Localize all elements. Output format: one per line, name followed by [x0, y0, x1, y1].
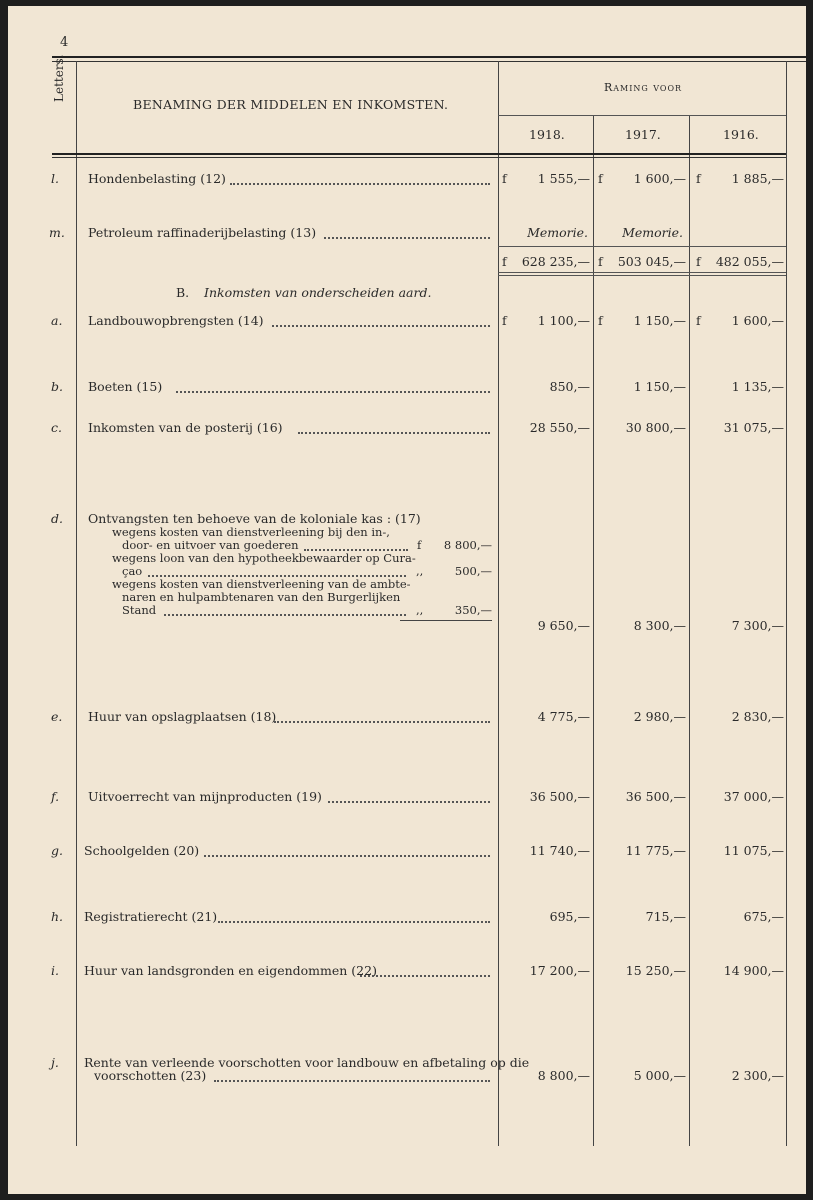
sub-line: wegens kosten van dienstverleening bij den in-, [112, 525, 390, 539]
subtotal-rule [498, 246, 786, 247]
value-1918: 1 100,— [537, 313, 590, 328]
leader-dots [164, 612, 406, 616]
sub-line: naren en hulpambtenaren van den Burgerlijken [122, 590, 401, 604]
row-letter: f. [51, 789, 60, 804]
sub-marker: ,, [416, 564, 424, 578]
value-1916: 37 000,— [723, 789, 784, 804]
letters-column-divider [76, 61, 77, 157]
total-1918: 628 235,— [521, 254, 590, 269]
value-1917: 2 980,— [633, 709, 686, 724]
sub-marker: f [417, 538, 422, 552]
row-label: Inkomsten van de posterij (16) [88, 420, 283, 435]
page-number: 4 [60, 35, 69, 50]
table-title: BENAMING DER MIDDELEN EN INKOMSTEN. [133, 97, 449, 112]
row-label: Schoolgelden (20) [84, 843, 200, 858]
value-1918: 850,— [549, 379, 590, 394]
leader-dots [298, 430, 490, 434]
row-label: Landbouwopbrengsten (14) [88, 313, 264, 328]
value-1918: 8 800,— [537, 1068, 590, 1083]
value-1916: 2 830,— [731, 709, 784, 724]
col-divider-1916 [689, 116, 690, 1146]
sub-marker: ,, [416, 603, 424, 617]
year-1917: 1917. [625, 127, 661, 142]
subtotal-rule-bottom2 [498, 275, 786, 276]
value-1916: 7 300,— [731, 618, 784, 633]
leader-dots [176, 389, 490, 393]
row-letter: h. [51, 909, 64, 924]
leader-dots [360, 973, 490, 977]
leader-dots [324, 235, 490, 239]
raming-rule [498, 115, 786, 116]
row-label: Huur van opslagplaatsen (18) [88, 709, 277, 724]
header-rule-thin [52, 157, 786, 158]
sub-line: wegens kosten van dienstverleening van de ambte- [112, 577, 411, 591]
row-letter: j. [51, 1055, 59, 1070]
letters-header: Letters. [52, 54, 66, 102]
value-1917: 8 300,— [633, 618, 686, 633]
col-divider-1917 [593, 116, 594, 1146]
value-1917: 36 500,— [625, 789, 686, 804]
value-1916: 11 075,— [723, 843, 784, 858]
leader-dots [328, 799, 490, 803]
value-1917: 715,— [645, 909, 686, 924]
section-title: Inkomsten van onderscheiden aard. [204, 285, 432, 300]
sub-amount: 500,— [454, 564, 492, 578]
row-label: Huur van landsgronden en eigendommen (22) [84, 963, 377, 978]
value-1917: Memorie. [622, 225, 683, 240]
top-rule [52, 56, 806, 58]
col-divider-1918 [498, 61, 499, 1146]
value-1918: 28 550,— [529, 420, 590, 435]
row-label: Boeten (15) [88, 379, 163, 394]
total-1917: 503 045,— [617, 254, 686, 269]
value-1916: 2 300,— [731, 1068, 784, 1083]
value-1917: 30 800,— [625, 420, 686, 435]
value-1917: 11 775,— [625, 843, 686, 858]
currency-mark: f [598, 254, 603, 269]
value-1917: 1 600,— [633, 171, 686, 186]
currency-mark: f [696, 254, 701, 269]
row-letter: b. [51, 379, 63, 394]
sub-amount: 8 800,— [443, 538, 492, 552]
row-label: Rente van verleende voorschotten voor landbouw en afbetaling op die [84, 1055, 530, 1070]
sub-line: wegens loon van den hypotheekbewaarder op Cura- [112, 551, 416, 565]
leader-dots [274, 719, 490, 723]
value-1916: 1 885,— [731, 171, 784, 186]
sub-amount: 350,— [454, 603, 492, 617]
sub-sum-rule [400, 620, 492, 621]
currency-mark: f [502, 171, 507, 186]
value-1916: 1 600,— [731, 313, 784, 328]
row-label: Uitvoerrecht van mijnproducten (19) [88, 789, 322, 804]
sub-line: door- en uitvoer van goederen [122, 538, 299, 552]
value-1918: 36 500,— [529, 789, 590, 804]
value-1916: 14 900,— [723, 963, 784, 978]
value-1918: 1 555,— [537, 171, 590, 186]
leader-dots [204, 853, 490, 857]
document-page [8, 6, 806, 1194]
value-1918: 17 200,— [529, 963, 590, 978]
year-1916: 1916. [723, 127, 759, 142]
row-letter: c. [51, 420, 62, 435]
row-label: Registratierecht (21) [84, 909, 218, 924]
leader-dots [214, 1078, 490, 1082]
year-1918: 1918. [529, 127, 565, 142]
row-letter: l. [51, 171, 59, 186]
col-divider-right [786, 61, 787, 1146]
value-1916: 675,— [743, 909, 784, 924]
row-label: Petroleum raffinaderijbelasting (13) [88, 225, 317, 240]
currency-mark: f [598, 313, 603, 328]
row-letter: e. [51, 709, 63, 724]
value-1917: 5 000,— [633, 1068, 686, 1083]
value-1918: 11 740,— [529, 843, 590, 858]
raming-header: Raming voor [604, 81, 683, 94]
total-1916: 482 055,— [715, 254, 784, 269]
row-letter: a. [51, 313, 63, 328]
section-letter: B. [176, 285, 190, 300]
value-1916: 31 075,— [723, 420, 784, 435]
row-letter: m. [49, 225, 65, 240]
row-label: Hondenbelasting (12) [88, 171, 226, 186]
top-rule-thin [52, 61, 806, 62]
currency-mark: f [598, 171, 603, 186]
subtotal-rule-bottom [498, 272, 786, 273]
value-1918: Memorie. [527, 225, 588, 240]
currency-mark: f [696, 313, 701, 328]
letters-divider-body [76, 156, 77, 1146]
value-1917: 1 150,— [633, 379, 686, 394]
value-1918: 695,— [549, 909, 590, 924]
value-1918: 9 650,— [537, 618, 590, 633]
value-1918: 4 775,— [537, 709, 590, 724]
value-1917: 15 250,— [625, 963, 686, 978]
value-1916: 1 135,— [731, 379, 784, 394]
row-letter: i. [51, 963, 59, 978]
row-label-continued: voorschotten (23) [94, 1068, 207, 1083]
leader-dots [218, 919, 490, 923]
header-rule [52, 153, 786, 155]
currency-mark: f [502, 313, 507, 328]
row-letter: d. [51, 511, 63, 526]
sub-line: Stand [122, 603, 157, 617]
leader-dots [272, 323, 490, 327]
currency-mark: f [696, 171, 701, 186]
leader-dots [230, 181, 490, 185]
currency-mark: f [502, 254, 507, 269]
value-1917: 1 150,— [633, 313, 686, 328]
sub-line: çao [122, 564, 143, 578]
row-label: Ontvangsten ten behoeve van de koloniale kas : (17) [88, 511, 421, 526]
row-letter: g. [51, 843, 63, 858]
